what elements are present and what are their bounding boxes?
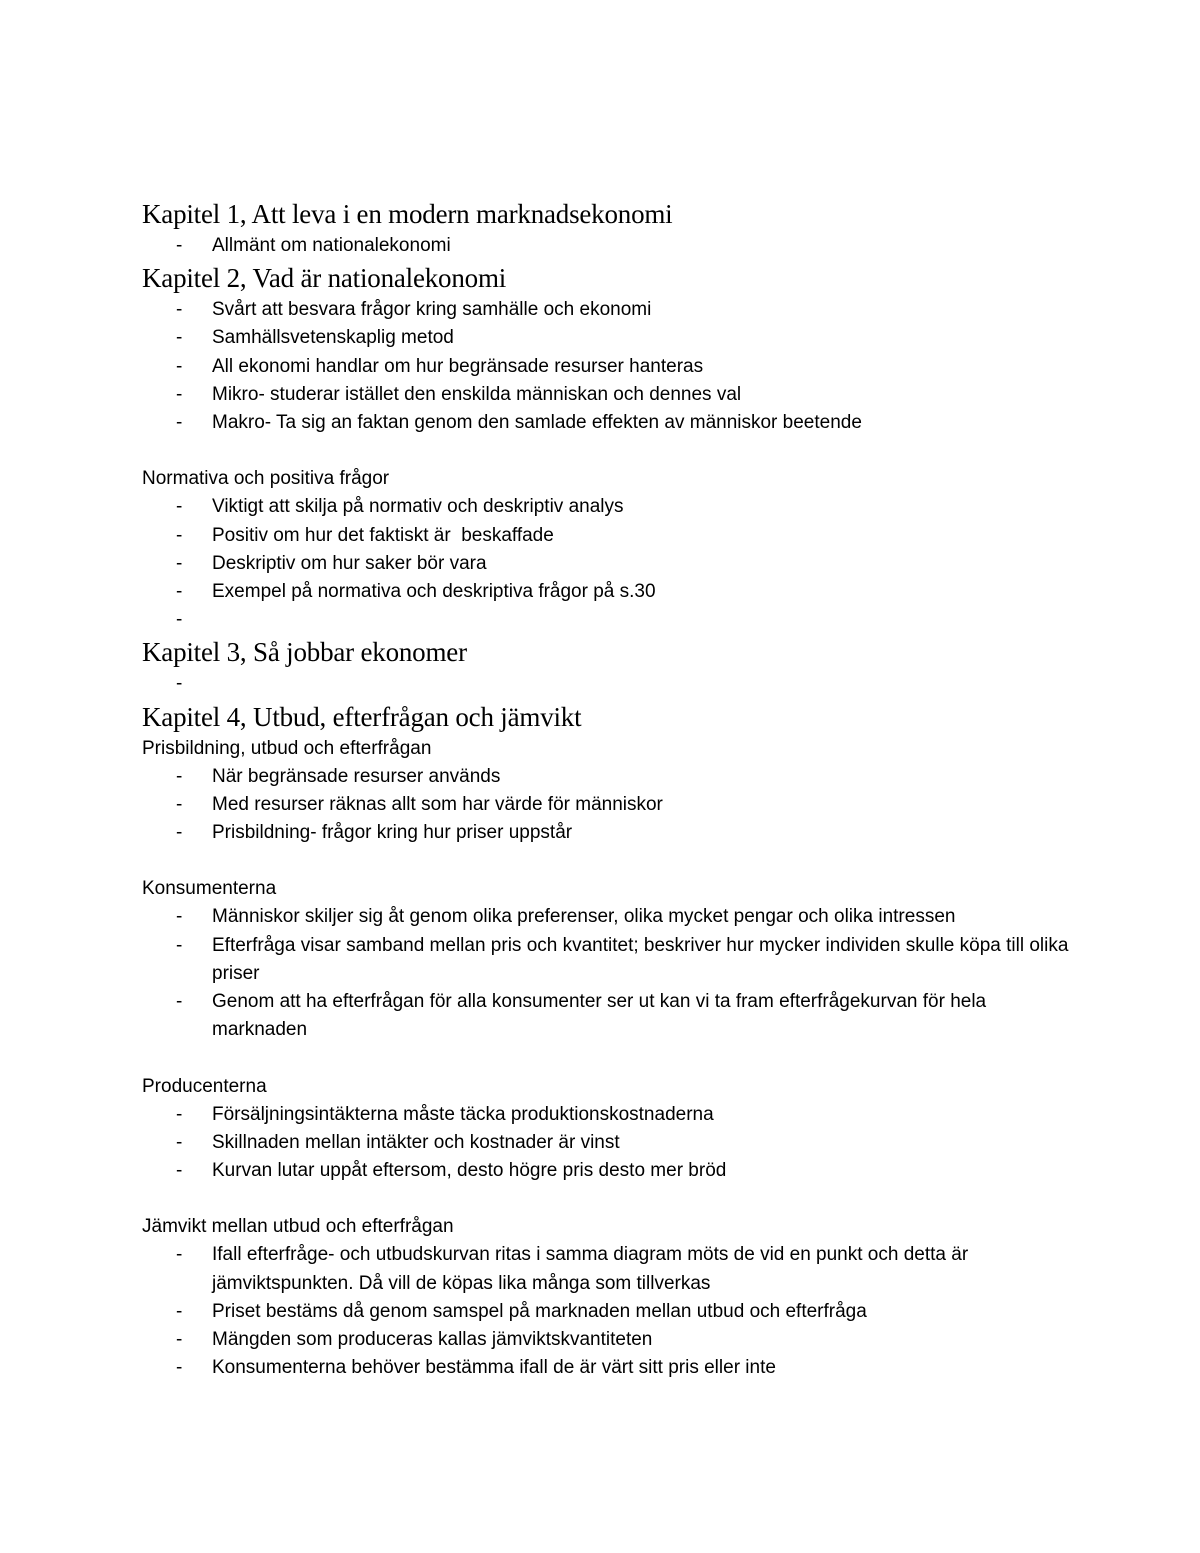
- list-item: - Ifall efterfråge- och utbudskurvan ritas i samma diagram möts de vid en punkt och detta är jämviktspunkten. Då vill de köpas lika många som tillverkas: [142, 1241, 1072, 1297]
- normativa-list: [142, 493, 1072, 634]
- bullet-dash: -: [176, 1300, 183, 1322]
- chapter-1-list: [142, 232, 1072, 260]
- bullet-dash: -: [176, 906, 183, 928]
- list-item: [142, 670, 1072, 698]
- chapter-1-heading: Kapitel 1, Att leva i en modern marknadsekonomi: [142, 199, 673, 229]
- list-item: - Positiv om hur det faktiskt är beskaffade: [142, 522, 1072, 550]
- bullet-dash: -: [176, 496, 183, 518]
- konsumenterna-subheading: Konsumenterna: [142, 878, 277, 900]
- bullet-dash: -: [176, 822, 183, 843]
- list-item: - När begränsade resurser används: [142, 763, 1072, 791]
- jamvikt-list: [142, 1241, 1072, 1382]
- bullet-dash: -: [176, 235, 183, 256]
- chapter-2-list: [142, 296, 1072, 437]
- bullet-dash: -: [176, 1103, 183, 1125]
- list-item: - Deskriptiv om hur saker bör vara: [142, 550, 1072, 578]
- blank-line: [142, 1044, 1072, 1072]
- list-item: - Samhällsvetenskaplig metod: [142, 324, 1072, 352]
- list-item: - Kurvan lutar uppåt eftersom, desto högre pris desto mer bröd: [142, 1157, 1072, 1185]
- producenterna-list: [142, 1101, 1072, 1186]
- bullet-dash: -: [176, 793, 183, 815]
- list-item: - Prisbildning- frågor kring hur priser uppstår: [142, 819, 1072, 847]
- chapter-3-list: [142, 670, 1072, 698]
- chapter-3-heading: Kapitel 3, Så jobbar ekonomer: [142, 637, 467, 668]
- bullet-dash: -: [176, 581, 183, 603]
- producenterna-subheading: Producenterna: [142, 1075, 267, 1097]
- bullet-dash: -: [176, 1357, 183, 1379]
- list-item: - Makro- Ta sig an faktan genom den samlade effekten av människor beetende: [142, 409, 1072, 437]
- chapter-2-heading: Kapitel 2, Vad är nationalekonomi: [142, 263, 507, 294]
- list-item: - Försäljningsintäkterna måste täcka produktionskostnaderna: [142, 1101, 1072, 1129]
- blank-line: [142, 1185, 1072, 1213]
- jamvikt-subheading: Jämvikt mellan utbud och efterfrågan: [142, 1216, 454, 1238]
- bullet-dash: -: [176, 673, 183, 695]
- list-item: - All ekonomi handlar om hur begränsade resurser hanteras: [142, 353, 1072, 381]
- bullet-dash: -: [176, 383, 183, 405]
- list-item: - Mängden som produceras kallas jämviktskvantiteten: [142, 1326, 1072, 1354]
- bullet-dash: -: [176, 524, 183, 546]
- list-item: - Konsumenterna behöver bestämma ifall de är värt sitt pris eller inte: [142, 1354, 1072, 1382]
- prisbildning-list: [142, 763, 1072, 848]
- bullet-dash: -: [176, 1329, 183, 1350]
- list-item: - Priset bestäms då genom samspel på marknaden mellan utbud och efterfråga: [142, 1298, 1072, 1326]
- bullet-dash: -: [176, 327, 183, 349]
- bullet-dash: -: [176, 552, 183, 574]
- bullet-dash: -: [176, 609, 183, 631]
- chapter-4-heading: Kapitel 4, Utbud, efterfrågan och jämvikt: [142, 701, 582, 732]
- list-item: - Med resurser räknas allt som har värde för människor: [142, 791, 1072, 819]
- bullet-dash: -: [176, 1160, 183, 1181]
- document-body: [142, 196, 1072, 1382]
- blank-line: [142, 437, 1072, 465]
- bullet-dash: -: [176, 1131, 183, 1153]
- bullet-dash: -: [176, 934, 183, 956]
- list-item: - Allmänt om nationalekonomi: [142, 232, 1072, 260]
- list-item: - Svårt att besvara frågor kring samhälle och ekonomi: [142, 296, 1072, 324]
- bullet-dash: -: [176, 765, 183, 787]
- list-item: [142, 606, 1072, 634]
- normativa-subheading: Normativa och positiva frågor: [142, 468, 390, 490]
- konsumenterna-list: [142, 903, 1072, 1044]
- bullet-dash: -: [176, 355, 183, 377]
- list-item: - Exempel på normativa och deskriptiva frågor på s.30: [142, 578, 1072, 606]
- list-item: - Viktigt att skilja på normativ och deskriptiv analys: [142, 493, 1072, 521]
- prisbildning-subheading: Prisbildning, utbud och efterfrågan: [142, 737, 432, 759]
- list-item: - Genom att ha efterfrågan för alla konsumenter ser ut kan vi ta fram efterfrågekurvan för hela marknaden: [142, 988, 1072, 1044]
- list-item: - Skillnaden mellan intäkter och kostnader är vinst: [142, 1129, 1072, 1157]
- bullet-dash: -: [176, 299, 183, 321]
- list-item: - Mikro- studerar istället den enskilda människan och dennes val: [142, 381, 1072, 409]
- blank-line: [142, 847, 1072, 875]
- bullet-dash: -: [176, 1244, 183, 1266]
- bullet-dash: -: [176, 412, 183, 434]
- bullet-dash: -: [176, 991, 183, 1012]
- list-item: - Människor skiljer sig åt genom olika preferenser, olika mycket pengar och olika intressen: [142, 903, 1072, 931]
- list-item: - Efterfråga visar samband mellan pris och kvantitet; beskriver hur mycker individen skulle köpa till olika priser: [142, 932, 1072, 988]
